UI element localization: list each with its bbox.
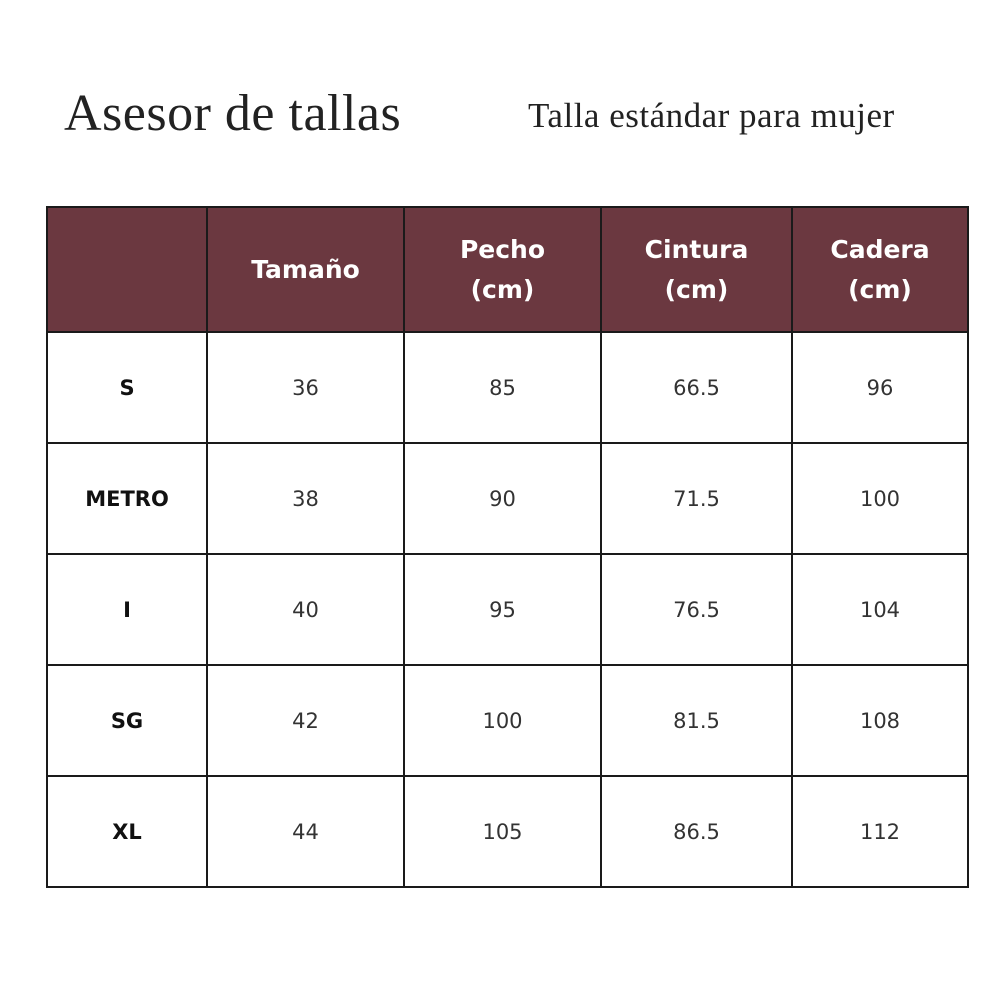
pecho-cell: 105 — [404, 776, 601, 887]
table-row — [47, 554, 968, 665]
size-label-cell: XL — [47, 776, 207, 887]
cintura-cell: 76.5 — [601, 554, 792, 665]
table-header-row — [47, 207, 968, 332]
pecho-cell: 85 — [404, 332, 601, 443]
size-label-cell: I — [47, 554, 207, 665]
tamano-cell: 38 — [207, 443, 404, 554]
page-title: Asesor de tallas — [64, 85, 402, 142]
page-subtitle: Talla estándar para mujer — [528, 96, 895, 135]
table-row — [47, 776, 968, 887]
tamano-cell: 40 — [207, 554, 404, 665]
table-row — [47, 443, 968, 554]
cadera-cell: 108 — [792, 665, 968, 776]
cadera-cell: 100 — [792, 443, 968, 554]
cintura-cell: 86.5 — [601, 776, 792, 887]
tamano-cell: 36 — [207, 332, 404, 443]
header-cell-cintura: Cintura (cm) — [601, 207, 792, 332]
pecho-cell: 100 — [404, 665, 601, 776]
pecho-cell: 95 — [404, 554, 601, 665]
tamano-cell: 42 — [207, 665, 404, 776]
size-chart-table — [46, 206, 969, 888]
pecho-cell: 90 — [404, 443, 601, 554]
cadera-cell: 96 — [792, 332, 968, 443]
table-row — [47, 665, 968, 776]
cadera-cell: 104 — [792, 554, 968, 665]
cintura-cell: 66.5 — [601, 332, 792, 443]
header-cell-tamano: Tamaño — [207, 207, 404, 332]
header-cell-pecho: Pecho (cm) — [404, 207, 601, 332]
cintura-cell: 71.5 — [601, 443, 792, 554]
cintura-cell: 81.5 — [601, 665, 792, 776]
size-label-cell: SG — [47, 665, 207, 776]
header-cell-cadera: Cadera (cm) — [792, 207, 968, 332]
table-row — [47, 332, 968, 443]
header-cell-size-label — [47, 207, 207, 332]
tamano-cell: 44 — [207, 776, 404, 887]
size-label-cell: S — [47, 332, 207, 443]
size-label-cell: METRO — [47, 443, 207, 554]
cadera-cell: 112 — [792, 776, 968, 887]
